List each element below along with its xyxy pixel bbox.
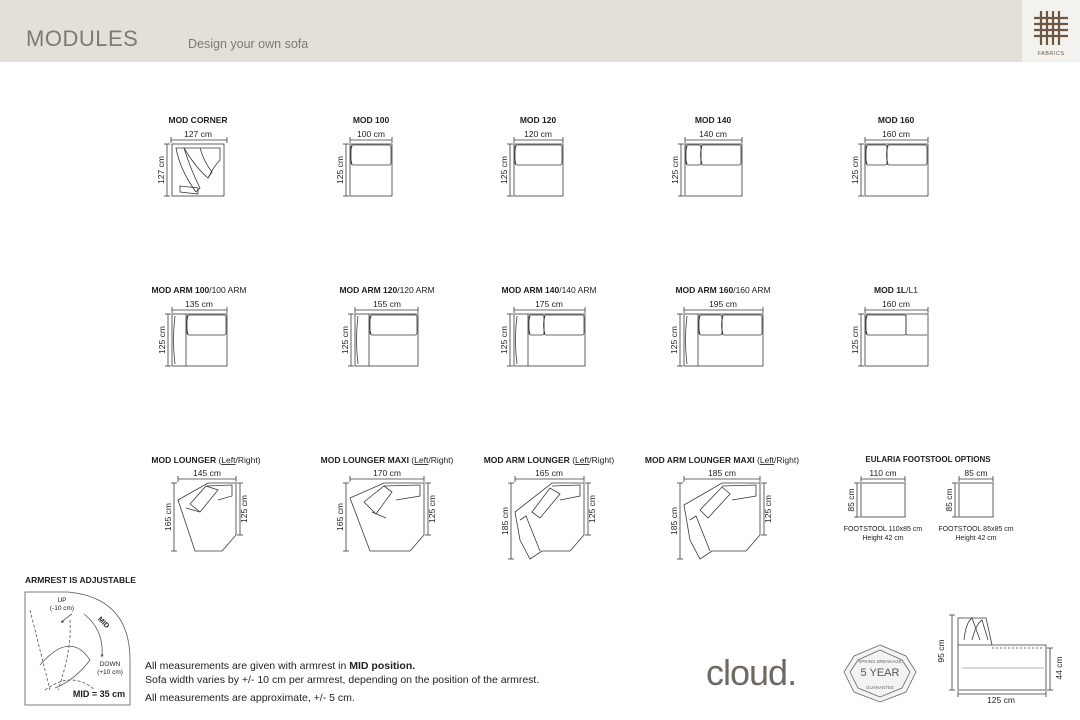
width-label: 85 cm	[964, 468, 988, 478]
depth-label: 127 cm	[156, 156, 166, 184]
note-line-1: All measurements are given with armrest in MID position.	[145, 660, 416, 672]
armrest-up-label: UP	[57, 597, 67, 604]
width-label: 135 cm	[185, 299, 213, 309]
module-name: MOD LOUNGER (Left/Right)	[151, 455, 261, 465]
note-line-3: All measurements are approximate, +/- 5 cm.	[145, 692, 355, 704]
module-mod-lounger	[171, 476, 243, 551]
page-subtitle: Design your own sofa	[188, 37, 309, 51]
module-mod-corner	[164, 137, 227, 196]
depth-label: 125 cm	[670, 156, 680, 184]
depth-label: 125 cm	[669, 326, 679, 354]
width-label: 185 cm	[708, 468, 736, 478]
width-label: 165 cm	[535, 468, 563, 478]
warranty-top: SPRING BREAKAGE	[858, 659, 902, 664]
note-line-2: Sofa width varies by +/- 10 cm per armrest, depending on the position of the armrest.	[145, 673, 540, 686]
depth-label: 125 cm	[850, 156, 860, 184]
width-label: 100 cm	[357, 129, 385, 139]
module-mod-arm-120	[348, 307, 418, 366]
depth-label: 185 cm	[500, 507, 510, 535]
width-label: 170 cm	[373, 468, 401, 478]
module-mod-arm-140	[507, 307, 585, 366]
width-label: 160 cm	[882, 129, 910, 139]
module-mod-lounger-maxi	[343, 476, 431, 551]
depth-label: 125 cm	[499, 326, 509, 354]
page-title: MODULES	[26, 26, 139, 51]
cloud-logo: cloud.	[706, 652, 797, 693]
module-mod-arm-lounger	[508, 476, 591, 559]
module-name: MOD 1L/L1	[874, 285, 918, 295]
fabrics-label: FABRICS	[1037, 51, 1065, 57]
module-mod-arm-100	[165, 307, 227, 366]
depth-label: 125 cm	[499, 156, 509, 184]
width-label: 110 cm	[869, 468, 897, 478]
width-label: 175 cm	[535, 299, 563, 309]
armrest-title: ARMREST IS ADJUSTABLE	[25, 575, 136, 585]
width-label: 145 cm	[193, 468, 221, 478]
armrest-mid-label: MID	[96, 615, 111, 630]
module-name: MOD ARM 100/100 ARM	[151, 285, 247, 295]
width-label: 160 cm	[882, 299, 910, 309]
module-mod-100	[343, 137, 392, 196]
warranty-bottom: GUARANTEE	[865, 685, 895, 690]
depth-label: 165 cm	[335, 503, 345, 531]
depth-label: 165 cm	[163, 503, 173, 531]
footstool-title: EULARIA FOOTSTOOL OPTIONS	[865, 455, 991, 464]
width-label: 120 cm	[524, 129, 552, 139]
module-name: MOD 140	[694, 115, 732, 125]
measurement-notes	[145, 660, 539, 706]
module-mod-120	[507, 137, 563, 196]
module-name: MOD ARM 120/120 ARM	[339, 285, 435, 295]
module-name: MOD CORNER	[168, 115, 228, 125]
module-name: MOD 100	[352, 115, 390, 125]
armrest-down-label: DOWN	[99, 661, 121, 668]
depth-label: 125 cm	[335, 156, 345, 184]
depth-label: 185 cm	[669, 507, 679, 535]
module-mod-140	[678, 137, 742, 196]
module-mod-160	[858, 137, 928, 196]
depth-label: 85 cm	[944, 488, 954, 512]
width-label: 155 cm	[373, 299, 401, 309]
footstool-label: FOOTSTOOL 85x85 cm	[938, 526, 1014, 533]
warranty-main: 5 YEAR	[860, 667, 900, 679]
armrest-mid-value: MID = 35 cm	[72, 689, 126, 699]
module-name: MOD ARM LOUNGER MAXI (Left/Right)	[644, 455, 800, 465]
module-mod-arm-lounger-maxi	[677, 476, 767, 559]
width-label: 195 cm	[709, 299, 737, 309]
depth-label: 125 cm	[157, 326, 167, 354]
depth-label: 125 cm	[427, 495, 437, 523]
side-depth-label: 125 cm	[987, 695, 1015, 705]
depth-label: 125 cm	[850, 326, 860, 354]
module-name: MOD ARM LOUNGER (Left/Right)	[483, 455, 615, 465]
module-name: MOD ARM 140/140 ARM	[501, 285, 597, 295]
armrest-up-value: (-10 cm)	[49, 605, 75, 612]
module-mod-1l	[858, 307, 928, 366]
depth-label: 125 cm	[763, 495, 773, 523]
side-height-label: 95 cm	[936, 639, 946, 663]
width-label: 127 cm	[184, 129, 212, 139]
module-name: MOD LOUNGER MAXI (Left/Right)	[320, 455, 454, 465]
module-name: MOD 160	[877, 115, 915, 125]
module-mod-arm-160	[677, 307, 763, 366]
width-label: 140 cm	[699, 129, 727, 139]
depth-label: 125 cm	[239, 495, 249, 523]
footstool-height: Height 42 cm	[862, 535, 904, 542]
footstool-height: Height 42 cm	[955, 535, 997, 542]
footstool-110x85	[854, 476, 905, 517]
footstool-label: FOOTSTOOL 110x85 cm	[843, 526, 923, 533]
depth-label: 125 cm	[587, 495, 597, 523]
armrest-down-value: (+10 cm)	[97, 669, 123, 676]
module-name: MOD 120	[519, 115, 557, 125]
depth-label: 125 cm	[340, 326, 350, 354]
depth-label: 85 cm	[846, 488, 856, 512]
sofa-side-view	[949, 615, 1053, 697]
side-seat-height-label: 44 cm	[1054, 656, 1064, 680]
module-name: MOD ARM 160/160 ARM	[675, 285, 771, 295]
footstool-85x85	[952, 476, 993, 517]
